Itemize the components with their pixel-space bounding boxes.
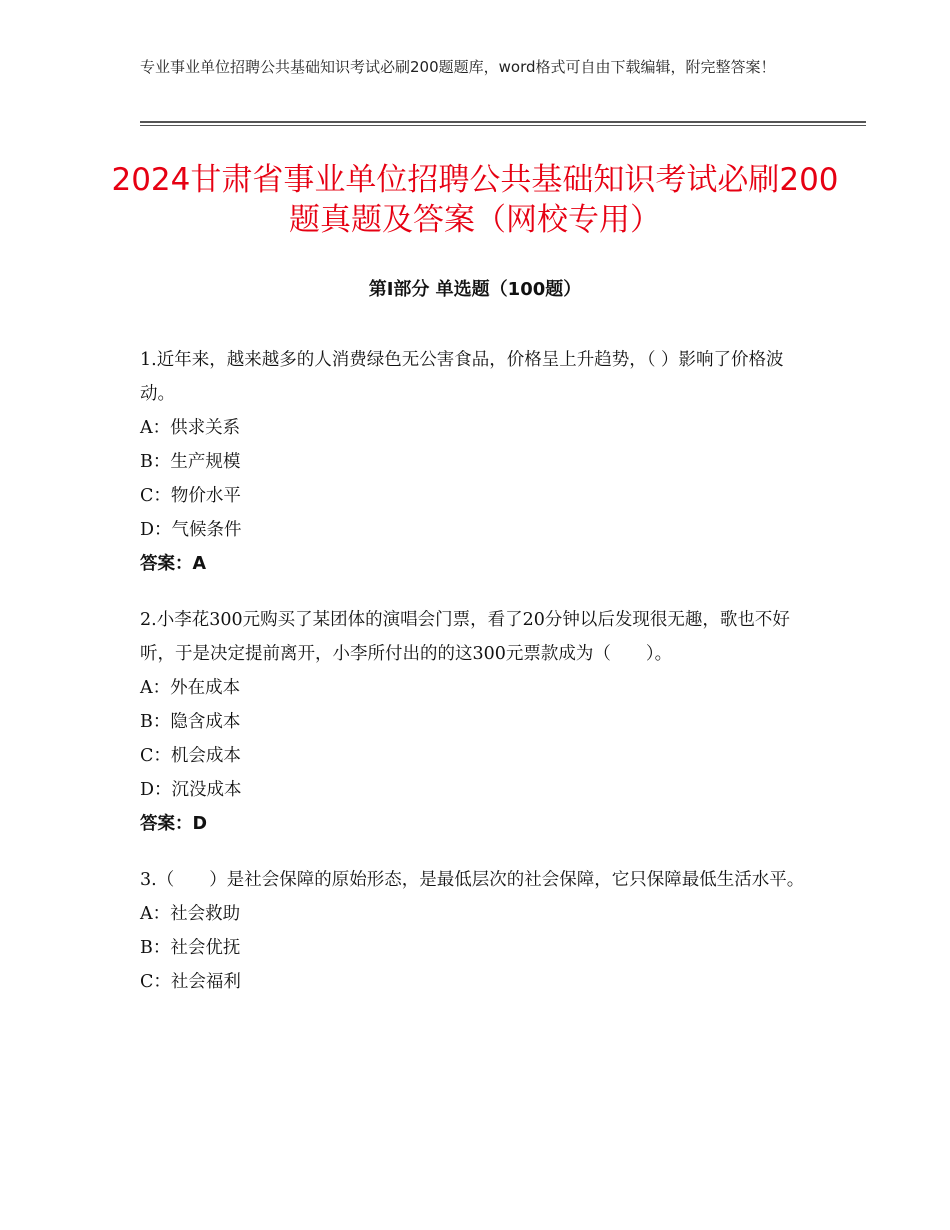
question-stem: 1.近年来，越来越多的人消费绿色无公害食品，价格呈上升趋势，（ ）影响了价格波动。 (140, 350, 784, 404)
option-a: A：供求关系 (140, 418, 241, 438)
option-a: A：社会救助 (140, 904, 241, 924)
header-rule (140, 121, 866, 123)
question-list (140, 343, 810, 1021)
option-b: B：生产规模 (140, 452, 241, 472)
header-note: 专业事业单位招聘公共基础知识考试必刷200题题库，word格式可自由下载编辑，附完整答案！ (140, 58, 776, 76)
option-c: C：机会成本 (140, 746, 241, 766)
option-a: A：外在成本 (140, 678, 241, 698)
option-c: C：物价水平 (140, 486, 241, 506)
option-b: B：隐含成本 (140, 712, 241, 732)
option-b: B：社会优抚 (140, 938, 241, 958)
option-d: D：沉没成本 (140, 780, 242, 800)
question-stem: 2.小李花300元购买了某团体的演唱会门票，看了20分钟以后发现很无趣，歌也不好听，于是决定提前离开，小李所付出的的这300元票款成为（ ）。 (140, 610, 790, 664)
question-stem: 3.（ ）是社会保障的原始形态，是最低层次的社会保障，它只保障最低生活水平。 (140, 870, 805, 890)
part-heading: 第Ⅰ部分 单选题（100题） (368, 279, 582, 300)
answer-label: 答案：D (140, 814, 208, 834)
header-rule-thin (140, 125, 866, 126)
answer-label: 答案：A (140, 554, 207, 574)
question-item (140, 603, 810, 841)
document-title: 2024甘肃省事业单位招聘公共基础知识考试必刷200题真题及答案（网校专用） (111, 162, 839, 238)
option-d: D：气候条件 (140, 520, 242, 540)
question-item (140, 863, 810, 999)
option-c: C：社会福利 (140, 972, 241, 992)
question-item (140, 343, 810, 581)
